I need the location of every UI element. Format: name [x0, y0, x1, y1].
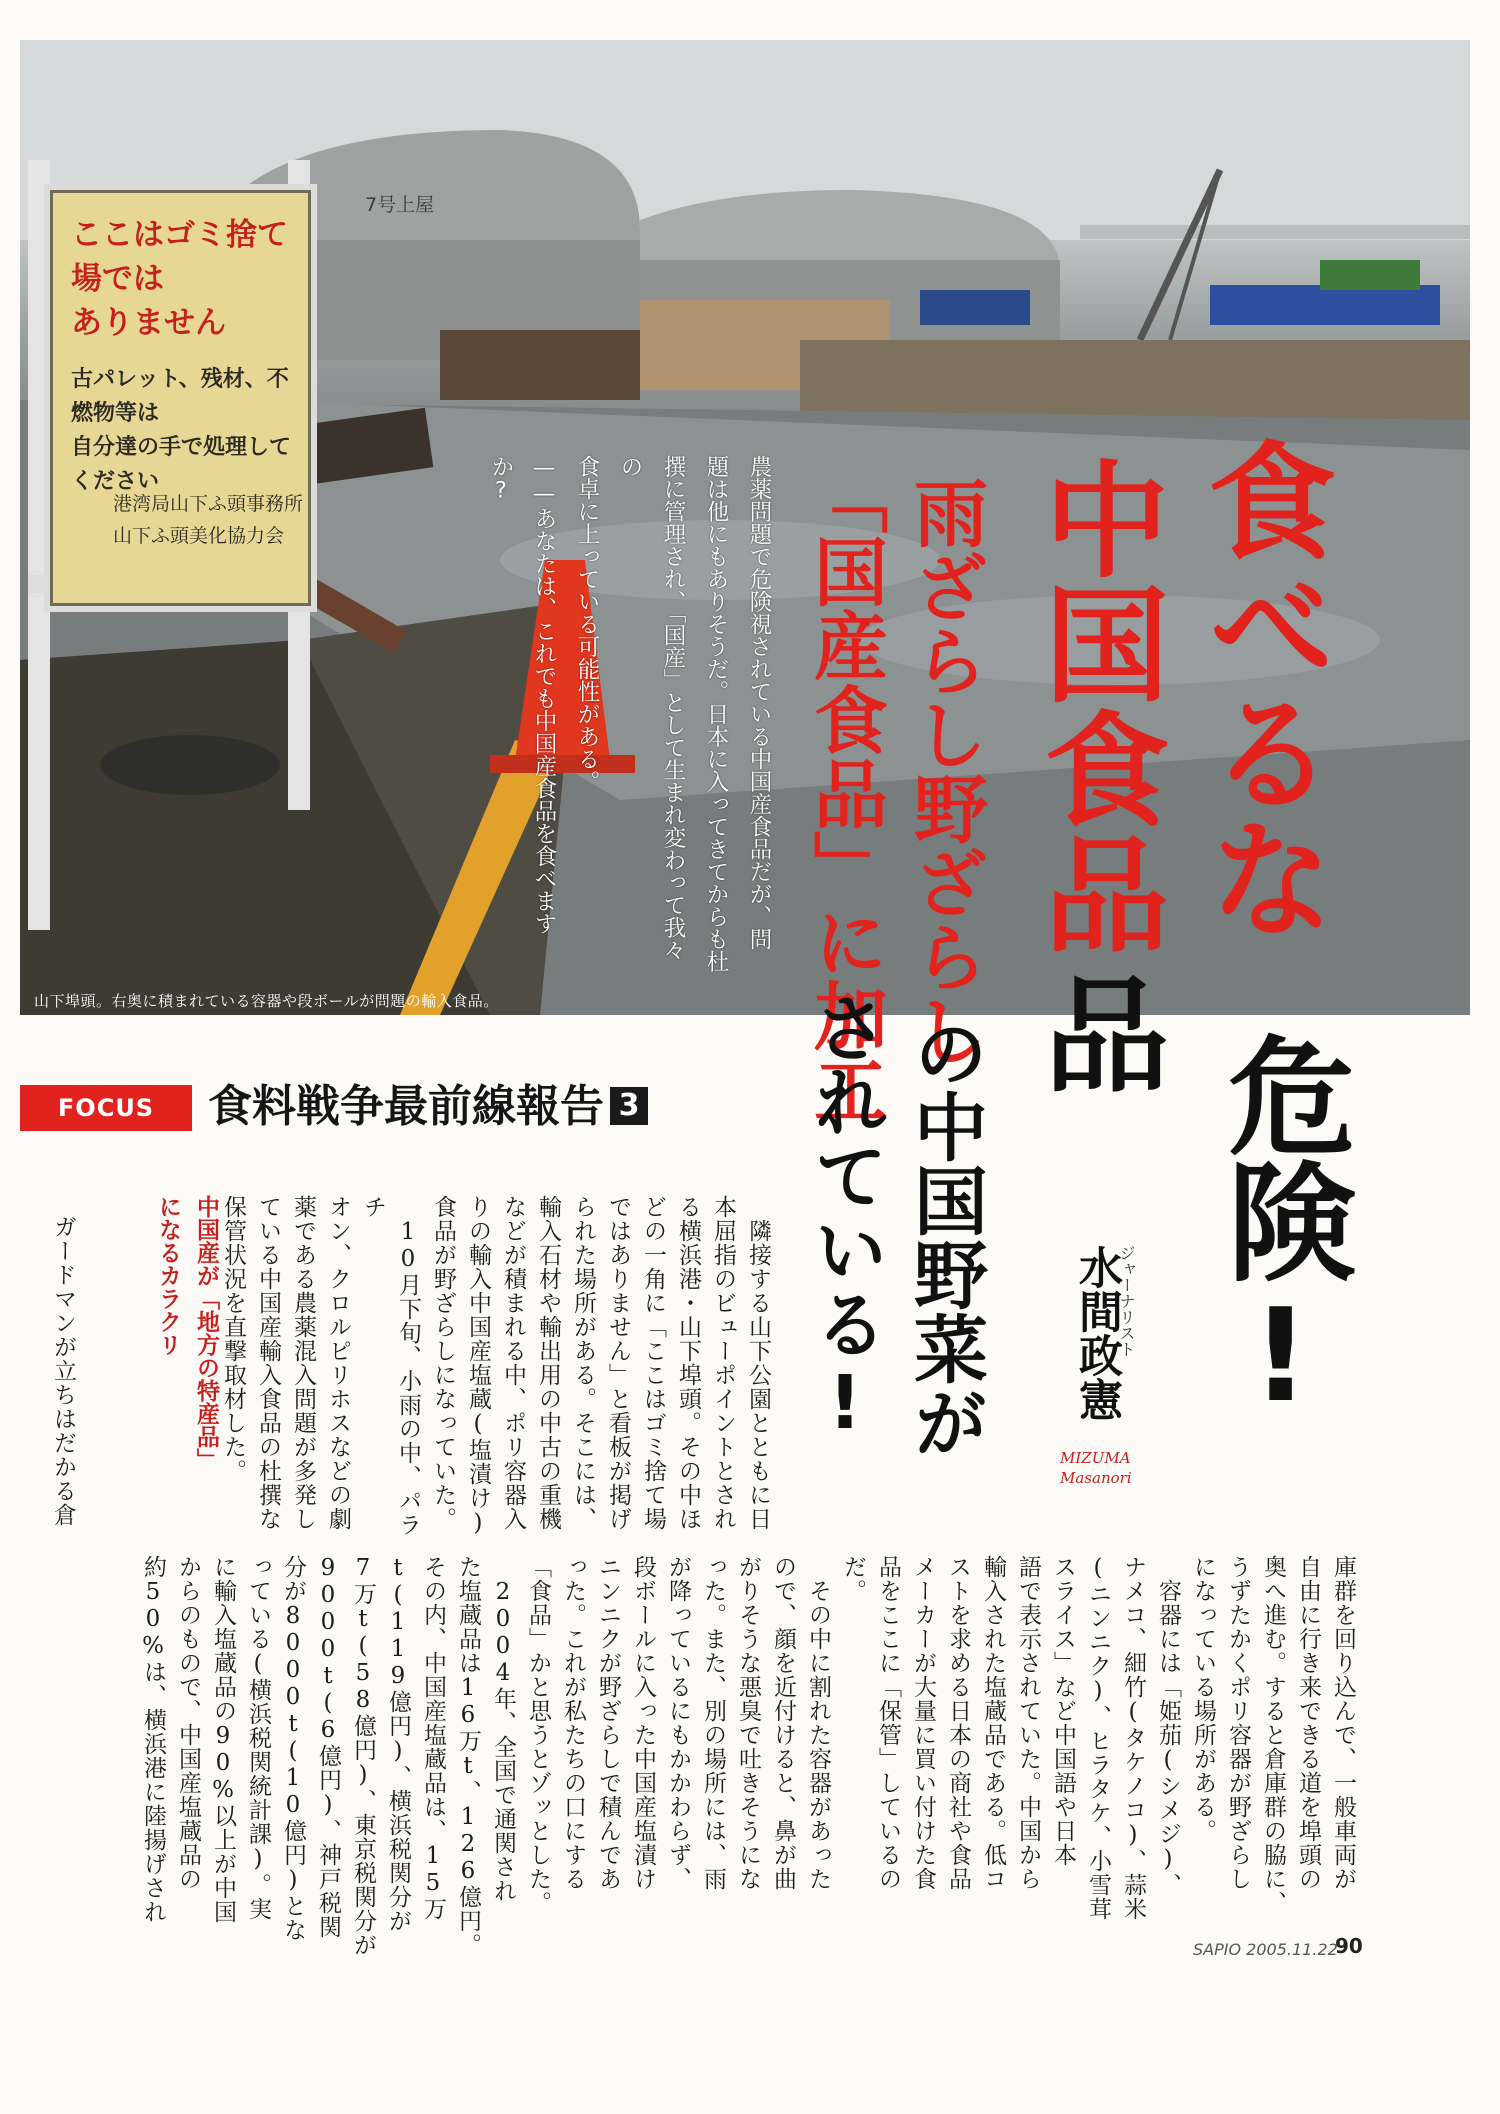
headline-main-black: 危険!	[1206, 1030, 1355, 1429]
subheadline-1-red: 雨ざらし野ざらし	[902, 475, 988, 1067]
warehouse-label: 7号上屋	[365, 194, 435, 216]
focus-badge	[20, 1085, 192, 1131]
body-subheading: 中国産が「地方の特産品」 になるカラクリ	[155, 1195, 219, 1471]
body-column-1: 隣接する山下公園とともに日 本屈指のビューポイントとされ る横浜港・山下埠頭。その中ほ どの一角に「ここはゴミ捨て場 ではありません」と看板が掲げ られた場所がある。そこには、 輸入石材や輸出用の中古の重機 などが積まれる中、ポリ容器入 りの輸入中国産塩蔵(塩漬け) 食品が野ざらしになっていた。 10月下旬、小雨の中、パラチ オン、クロルピリホスなどの劇 薬である農薬混入問題が多発し ている中国産輸入食品の杜撰な 保管状況を直撃取材した。	[220, 1195, 771, 1537]
series-title-text: 食料戦争最前線報告	[208, 1081, 604, 1132]
sign-authority-text: 港湾局山下ふ頭事務所 山下ふ頭美化協力会	[113, 493, 304, 547]
headline-china-food-black: 品	[1023, 970, 1168, 1095]
author-roman-name: MIZUMA Masanori	[1060, 1449, 1132, 1487]
page-number: 90	[1335, 1934, 1363, 1958]
subheadline-2-red: 「国産食品」に加工	[802, 460, 888, 1126]
lead-paragraph: 農薬問題で危険視されている中国産食品だが、問 題は他にもありそうだ。日本に入ってきてからも杜 撰に管理され、「国産」として生まれ変わって我々の 食卓に上っている可能性がある。 ——あなたは、これでも中国産食品を食べますか?	[488, 455, 772, 973]
author-name: 水間政憲	[1071, 1245, 1122, 1421]
body-column-lower: 庫群を回り込んで、一般車両が 自由に行き来できる道を埠頭の 奥へ進む。すると倉庫群の脇に、 うずたかくポリ容器が野ざらし になっている場所がある。 容器には「姫茄(シメジ)、 ナメコ、細竹(タケノコ)、蒜米 (ニンニク)、ヒラタケ、小雪茸 スライス」など中国語や日本 語で表示されていた。中国から 輸入された塩蔵品である。低コ ストを求める日本の商社や食品 メーカーが大量に買い付けた食 品をここに「保管」しているの だ。 その中に割れた容器があった ので、顔を近付けると、鼻が曲 がりそうな悪臭で吐きそうにな った。また、別の場所には、雨 が降っているにもかかわらず、 段ボールに入った中国産塩漬け ニンニクが野ざらしで積んであ った。これが私たちの口にする 「食品」かと思うとゾッとした。 2004年、全国で通関され た塩蔵品は16万t、126億円。 その内、中国産塩蔵品は、15万 t(119億円)、横浜税関分が 7万t(58億円)、東京税関分が 9000t(6億円)、神戸税関 分が8000t(10億円)とな っている(横浜税関統計課)。実 に輸入塩蔵品の90%以上が中国 からのもので、中国産塩蔵品の 約50%は、横浜港に陸揚げされ	[140, 1555, 1356, 1957]
series-number: 3	[610, 1087, 648, 1125]
series-title	[208, 1080, 648, 1134]
garbage-sign	[50, 190, 311, 606]
subheadline-2-black: されている!	[802, 990, 888, 1446]
subheadline-1-black: の中国野菜が	[902, 1015, 988, 1459]
sign-instruction-text: 古パレット、残材、不燃物等は 自分達の手で処理してください	[71, 367, 292, 494]
body-column-1-tail: ガードマンが立ちはだかる倉	[50, 1215, 76, 1527]
photo-caption: 山下埠頭。右奥に積まれている容器や段ボールが問題の輸入食品。	[34, 992, 499, 1010]
headline-main-red: 食べるな	[1186, 435, 1335, 939]
sign-warning-text: ここはゴミ捨て場では ありません	[71, 217, 288, 341]
author-role: ジャーナリスト	[1117, 1245, 1136, 1357]
magazine-issue: SAPIO 2005.11.22	[1193, 1940, 1338, 1959]
focus-label: FOCUS	[57, 1094, 155, 1122]
headline-china-food-red: 中国食品	[1023, 455, 1168, 955]
